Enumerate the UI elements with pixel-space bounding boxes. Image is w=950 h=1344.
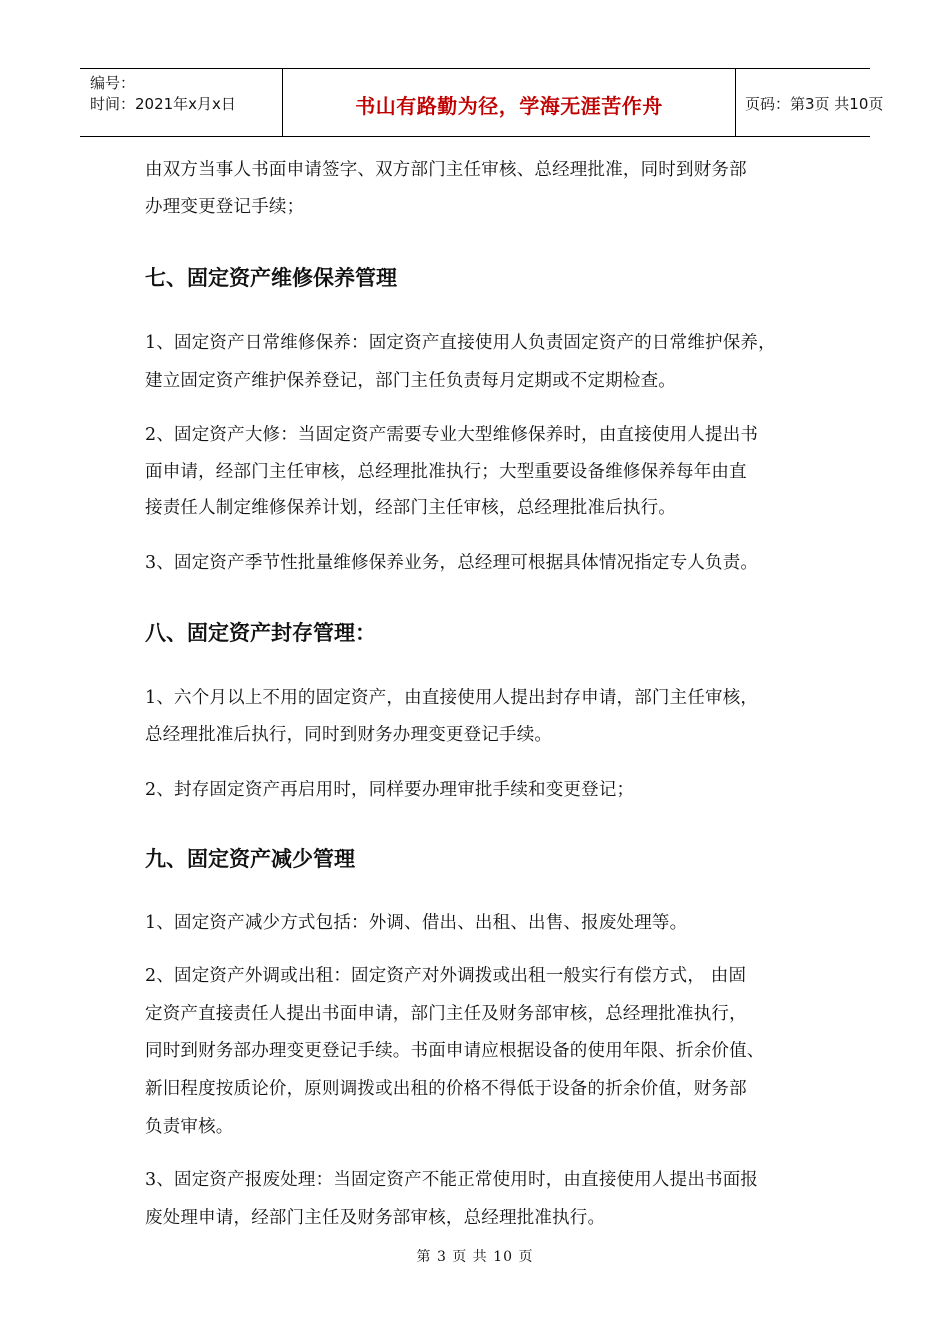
paragraph-line: 1、六个月以上不用的固定资产，由直接使用人提出封存申请，部门主任审核， [145,688,759,708]
paragraph-line: 办理变更登记手续； [145,197,305,217]
document-date: 时间：2021年x月x日 [90,95,236,113]
header-meta-cell [80,69,282,136]
page-header [80,68,884,137]
paragraph-line: 接责任人制定维修保养计划，经部门主任审核，总经理批准后执行。 [145,498,676,518]
paragraph-line: 1、固定资产减少方式包括：外调、借出、出租、出售、报废处理等。 [145,913,688,933]
document-number-label: 编号： [90,74,136,92]
paragraph-line: 废处理申请，经部门主任及财务部审核，总经理批准执行。 [145,1208,606,1228]
page-footer: 第 3 页 共 10 页 [416,1249,534,1265]
header-motto-cell [282,69,736,136]
paragraph-line: 1、固定资产日常维修保养：固定资产直接使用人负责固定资产的日常维护保养， [145,333,776,353]
header-motto: 书山有路勤为径，学海无涯苦作舟 [355,94,663,118]
paragraph-line: 同时到财务部办理变更登记手续。书面申请应根据设备的使用年限、折余价值、 [145,1041,765,1061]
section-heading: 八、固定资产封存管理： [145,621,376,645]
paragraph-line: 总经理批准后执行，同时到财务办理变更登记手续。 [145,725,553,745]
paragraph-line: 2、封存固定资产再启用时，同样要办理审批手续和变更登记； [145,780,635,800]
header-page-cell [735,69,884,136]
paragraph-line: 3、固定资产季节性批量维修保养业务，总经理可根据具体情况指定专人负责。 [145,553,759,573]
paragraph-line: 2、固定资产大修：当固定资产需要专业大型维修保养时，由直接使用人提出书 [145,425,759,445]
section-heading: 九、固定资产减少管理 [145,847,355,871]
header-page-info: 页码：第3页 共10页 [745,95,884,113]
section-heading: 七、固定资产维修保养管理 [145,266,397,290]
paragraph-line: 定资产直接责任人提出书面申请，部门主任及财务部审核，总经理批准执行， [145,1004,747,1024]
paragraph-line: 2、固定资产外调或出租：固定资产对外调拨或出租一般实行有偿方式， 由固 [145,966,747,986]
paragraph-line: 由双方当事人书面申请签字、双方部门主任审核、总经理批准，同时到财务部 [145,160,747,180]
paragraph-line: 建立固定资产维护保养登记，部门主任负责每月定期或不定期检查。 [145,371,676,391]
paragraph-line: 面申请，经部门主任审核，总经理批准执行；大型重要设备维修保养每年由直 [145,462,747,482]
paragraph-line: 新旧程度按质论价，原则调拨或出租的价格不得低于设备的折余价值，财务部 [145,1079,747,1099]
paragraph-line: 3、固定资产报废处理：当固定资产不能正常使用时，由直接使用人提出书面报 [145,1170,759,1190]
paragraph-line: 负责审核。 [145,1117,234,1137]
